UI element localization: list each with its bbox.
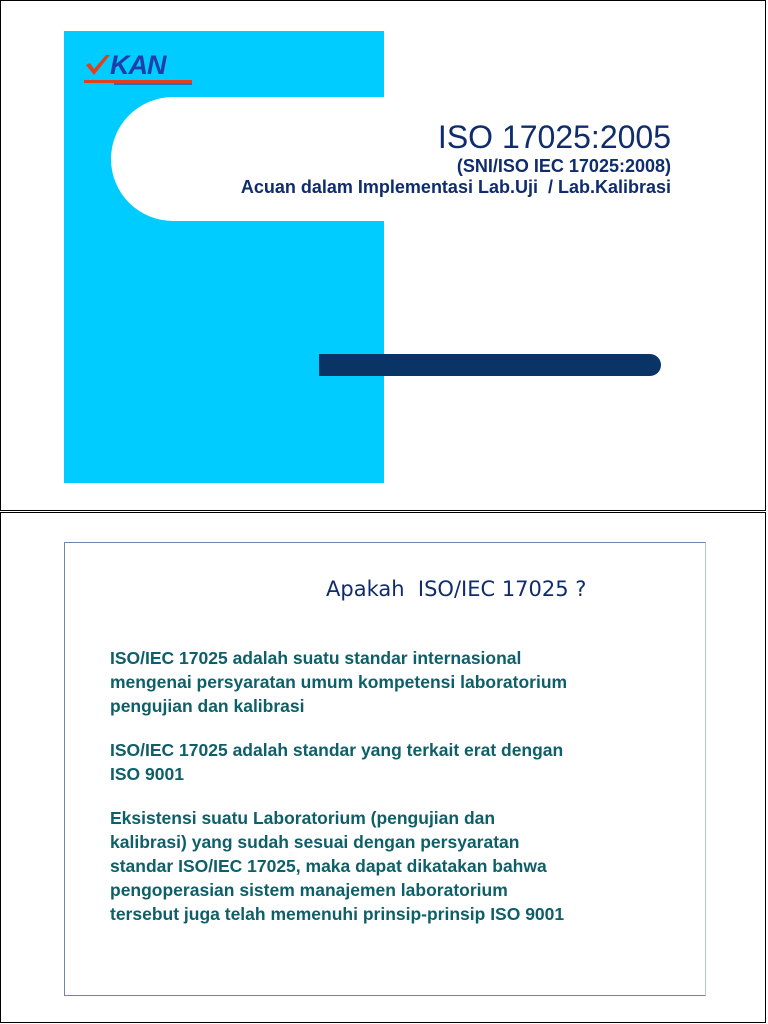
paragraph-line: pengoperasian sistem manajemen laboratorium <box>110 880 508 900</box>
paragraph-line: mengenai persyaratan umum kompetensi laboratorium <box>110 672 568 692</box>
paragraph-2 <box>110 738 680 786</box>
logo-subline <box>114 83 192 85</box>
slide-subtitle: (SNI/ISO IEC 17025:2008) <box>456 156 671 176</box>
paragraph-3 <box>110 806 680 926</box>
kan-logo <box>84 49 204 89</box>
slide-description: Acuan dalam Implementasi Lab.Uji / Lab.Kalibrasi <box>240 177 671 197</box>
slide-2-frame <box>64 542 706 996</box>
slide-2-title: Apakah ISO/IEC 17025 ? <box>326 577 587 601</box>
paragraph-line: pengujian dan kalibrasi <box>110 696 305 716</box>
paragraph-line: ISO/IEC 17025 adalah suatu standar internasional <box>110 648 522 668</box>
paragraph-line: tersebut juga telah memenuhi prinsip-prinsip ISO 9001 <box>110 904 565 924</box>
logo-text: KAN <box>110 50 166 80</box>
paragraph-line: Eksistensi suatu Laboratorium (pengujian dan <box>110 808 496 828</box>
accent-bar <box>319 354 661 376</box>
checkmark-icon <box>84 53 112 81</box>
paragraph-line: ISO/IEC 17025 adalah standar yang terkait erat dengan <box>110 740 564 760</box>
slide-2 <box>0 512 766 1023</box>
slide-2-body <box>110 646 680 946</box>
paragraph-1 <box>110 646 680 718</box>
slide-1 <box>0 0 766 511</box>
title-block <box>241 119 671 197</box>
paragraph-line: ISO 9001 <box>110 764 184 784</box>
paragraph-line: standar ISO/IEC 17025, maka dapat dikatakan bahwa <box>110 856 547 876</box>
paragraph-line: kalibrasi) yang sudah sesuai dengan persyaratan <box>110 832 520 852</box>
slide-title: ISO 17025:2005 <box>437 119 671 155</box>
